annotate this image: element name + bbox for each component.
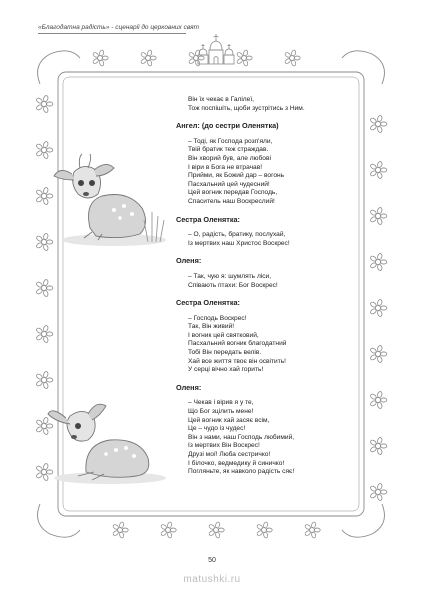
verse-line: – Так, чую я: шумлять ліси,: [188, 272, 272, 280]
speaker-label: Ангел: (до сестри Оленятка): [176, 121, 279, 131]
verse-stanza: [188, 399, 336, 476]
verse-line: Твій братик теж страждав.: [188, 146, 269, 154]
verse-line: – Господь Воскрес!: [188, 314, 247, 322]
verse-stanza: [188, 138, 336, 207]
verse-line: Хай все життя твоє він освітить!: [188, 357, 287, 365]
running-title: «Благодатна радість» - сценарії до церковних свят: [38, 24, 199, 31]
verse-line: Погляньте, як навколо радість сяє!: [188, 468, 295, 476]
speaker-label: Оленя:: [176, 382, 202, 392]
verse-line: – Тоді, як Господа розп'яли,: [188, 137, 273, 145]
verse-line: Так, Він живий!: [188, 323, 235, 331]
resting-deer-illustration: [44, 400, 170, 491]
speaker-label: Сестра Оленятка:: [176, 214, 240, 224]
verse-line: Друзі мої! Люба сестричко!: [188, 451, 271, 458]
page-number: 50: [208, 557, 216, 564]
verse-line: Із мертвих наш Христос Воскрес!: [188, 239, 290, 247]
verse-line: – О, радість, братику, послухай,: [188, 231, 286, 239]
verse-line: І білочко, ведмедику й синичко!: [188, 459, 285, 467]
verse-line: Прийми, як Божий дар – вогонь: [188, 172, 285, 180]
verse-line: Цей вогник передав Господь,: [188, 189, 278, 197]
verse-stanza: [188, 315, 336, 375]
speaker-label: Сестра Оленятка:: [176, 298, 240, 308]
verse-line: Він хворий був, але любові: [188, 154, 271, 162]
verse-line: Тобі Він передать велів.: [188, 349, 262, 357]
verse-line: – Чекав і вірив я у те,: [188, 399, 254, 407]
watermark: matushki.ru: [183, 574, 241, 585]
verse-line: Цей вогник хай засяє всім,: [188, 416, 270, 424]
script-text: [176, 96, 336, 486]
verse-line: І віри в Бога не втрачав!: [188, 163, 263, 171]
verse-line: Пасхальний вогник благодатний: [188, 340, 287, 348]
verse-stanza: [188, 273, 336, 290]
verse-line: Спаситель наш Воскреслий!: [188, 197, 275, 205]
verse-stanza: [188, 231, 336, 248]
verse-line: Співають птахи: Бог Воскрес!: [188, 281, 278, 289]
header-rule: [38, 33, 186, 34]
verse-line: Він їх чекає в Галілеї,: [188, 96, 254, 103]
sitting-deer-illustration: [44, 150, 170, 253]
speaker-label: Оленя:: [176, 256, 202, 266]
verse-line: У серці вічно хай горить!: [188, 366, 264, 374]
verse-line: Пасхальний цей чудесний!: [188, 180, 270, 188]
verse-line: Із мертвих Він Воскрес!: [188, 442, 260, 450]
verse-stanza: [188, 96, 336, 113]
verse-line: Тож поспішіть, щоби зустрітись з Ним.: [188, 104, 305, 112]
verse-line: Він з нами, наш Господь любимий,: [188, 433, 295, 441]
verse-line: Це – чудо із чудес!: [188, 425, 246, 433]
verse-line: І вогник цей святковий,: [188, 331, 259, 339]
verse-line: Що Бог зцілить мене!: [188, 408, 254, 416]
